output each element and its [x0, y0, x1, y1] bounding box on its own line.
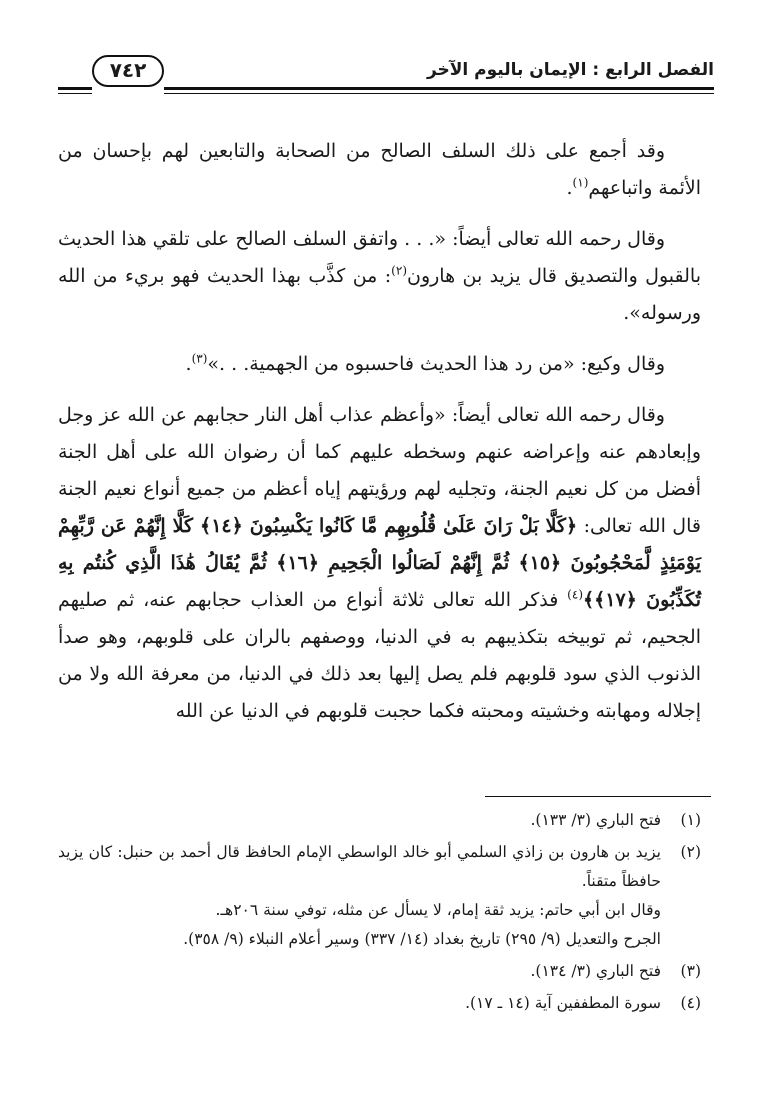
- footnote-3-text: فتح الباري (٣/ ١٣٤).: [530, 962, 661, 980]
- paragraph-4-text-b: فذكر الله تعالى ثلاثة أنواع من العذاب حجابهم عنه، ثم صليهم الجحيم، ثم توبيخه بتكذيبهم به في الدنيا، ووصفهم بالران على قلوبهم، وهو صدأ الذنوب الذي سود قلوبهم فلم يصل إليها بعد ذلك في الدنيا، من معرفة الله ولا من إجلاله ومهابته وخشيته ومحبته فكما حجبت قلوبهم في الدنيا عن الله: [58, 589, 701, 722]
- paragraph-2-text-a: وقال رحمه الله تعالى أيضاً: «. . . واتفق السلف الصالح على تلقي هذا الحديث بالقبول والتصديق قال يزيد بن هارون: [58, 228, 701, 287]
- chapter-title: الفصل الرابع : الإيمان باليوم الآخر: [426, 60, 714, 80]
- paragraph-3-text: وقال وكيع: «من رد هذا الحديث فاحسبوه من الجهمية. . .»: [207, 353, 665, 375]
- footnote-2-line-3: الجرح والتعديل (٩/ ٢٩٥) تاريخ بغداد (١٤/ ٣٣٧) وسير أعلام النبلاء (٩/ ٣٥٨).: [183, 930, 661, 948]
- main-text: [58, 133, 701, 730]
- header-rule-thick: [164, 87, 714, 90]
- footnote-ref-1: (١): [572, 175, 589, 190]
- footnote-3-number: (٣): [680, 962, 701, 980]
- paragraph-4-text-a: وقال رحمه الله تعالى أيضاً: «وأعظم عذاب أهل النار حجابهم عن الله عز وجل وإبعادهم عنه وإعراضه عنهم وسخطه عليهم كما أن رضوان الله على أهل الجنة أفضل من كل نعيم الجنة، وتجليه لهم ورؤيتهم إياه أعظم من جميع أنواع نعيم الجنة قال الله تعالى:: [58, 404, 701, 537]
- footnote-1-number: (١): [680, 811, 701, 829]
- header-rule-thin: [164, 93, 714, 94]
- footnote-2-line-2: وقال ابن أبي حاتم: يزيد ثقة إمام، لا يسأل عن مثله، توفي سنة ٢٠٦هـ.: [215, 901, 661, 919]
- footnote-2-number: (٢): [680, 843, 701, 861]
- footnote-1: [58, 806, 701, 835]
- paragraph-2: [58, 221, 701, 332]
- footnote-ref-2: (٢): [391, 263, 407, 278]
- footnote-1-text: فتح الباري (٣/ ١٣٣).: [530, 811, 661, 829]
- footnotes: [58, 806, 701, 1021]
- paragraph-2-text-b: : من كذَّب بهذا الحديث فهو بريء من الله ورسوله».: [58, 265, 701, 324]
- footnote-2: [58, 838, 701, 954]
- paragraph-1-end: .: [566, 177, 573, 199]
- footnote-separator: [485, 796, 711, 797]
- paragraph-3: [58, 346, 701, 383]
- page-header: [0, 52, 759, 102]
- footnote-2-text: يزيد بن هارون بن زاذي السلمي أبو خالد الواسطي الإمام الحافظ قال أحمد بن حنبل: كان يزيد حافظاً متقناً.: [58, 843, 661, 890]
- paragraph-4: [58, 397, 701, 730]
- footnote-4-number: (٤): [680, 994, 701, 1012]
- footnote-3: [58, 957, 701, 986]
- header-rule-left-thin: [58, 93, 92, 94]
- header-rule-left-thick: [58, 87, 92, 90]
- quran-verse: ﴿كَلَّا بَلْ رَانَ عَلَىٰ قُلُوبِهِم مَّا كَانُوا يَكْسِبُونَ ﴿١٤﴾ كَلَّا إِنَّهُمْ عَن رَّبِّهِمْ يَوْمَئِذٍ لَّمَحْجُوبُونَ ﴿١٥﴾ ثُمَّ إِنَّهُمْ لَصَالُوا الْجَحِيمِ ﴿١٦﴾ ثُمَّ يُقَالُ هَٰذَا الَّذِي كُنتُم بِهِ تُكَذِّبُونَ ﴿١٧﴾﴾: [58, 515, 702, 611]
- paragraph-1-text: وقد أجمع على ذلك السلف الصالح من الصحابة والتابعين لهم بإحسان من الأئمة واتباعهم: [58, 140, 701, 199]
- page-number: ٧٤٢: [92, 55, 164, 87]
- footnote-ref-3: (٣): [191, 351, 208, 366]
- paragraph-3-end: .: [185, 353, 192, 375]
- footnote-4-text: سورة المطففين آية (١٤ ـ ١٧).: [465, 994, 661, 1012]
- paragraph-1: [58, 133, 701, 207]
- footnote-4: [58, 989, 701, 1018]
- footnote-ref-4: (٤): [567, 587, 583, 602]
